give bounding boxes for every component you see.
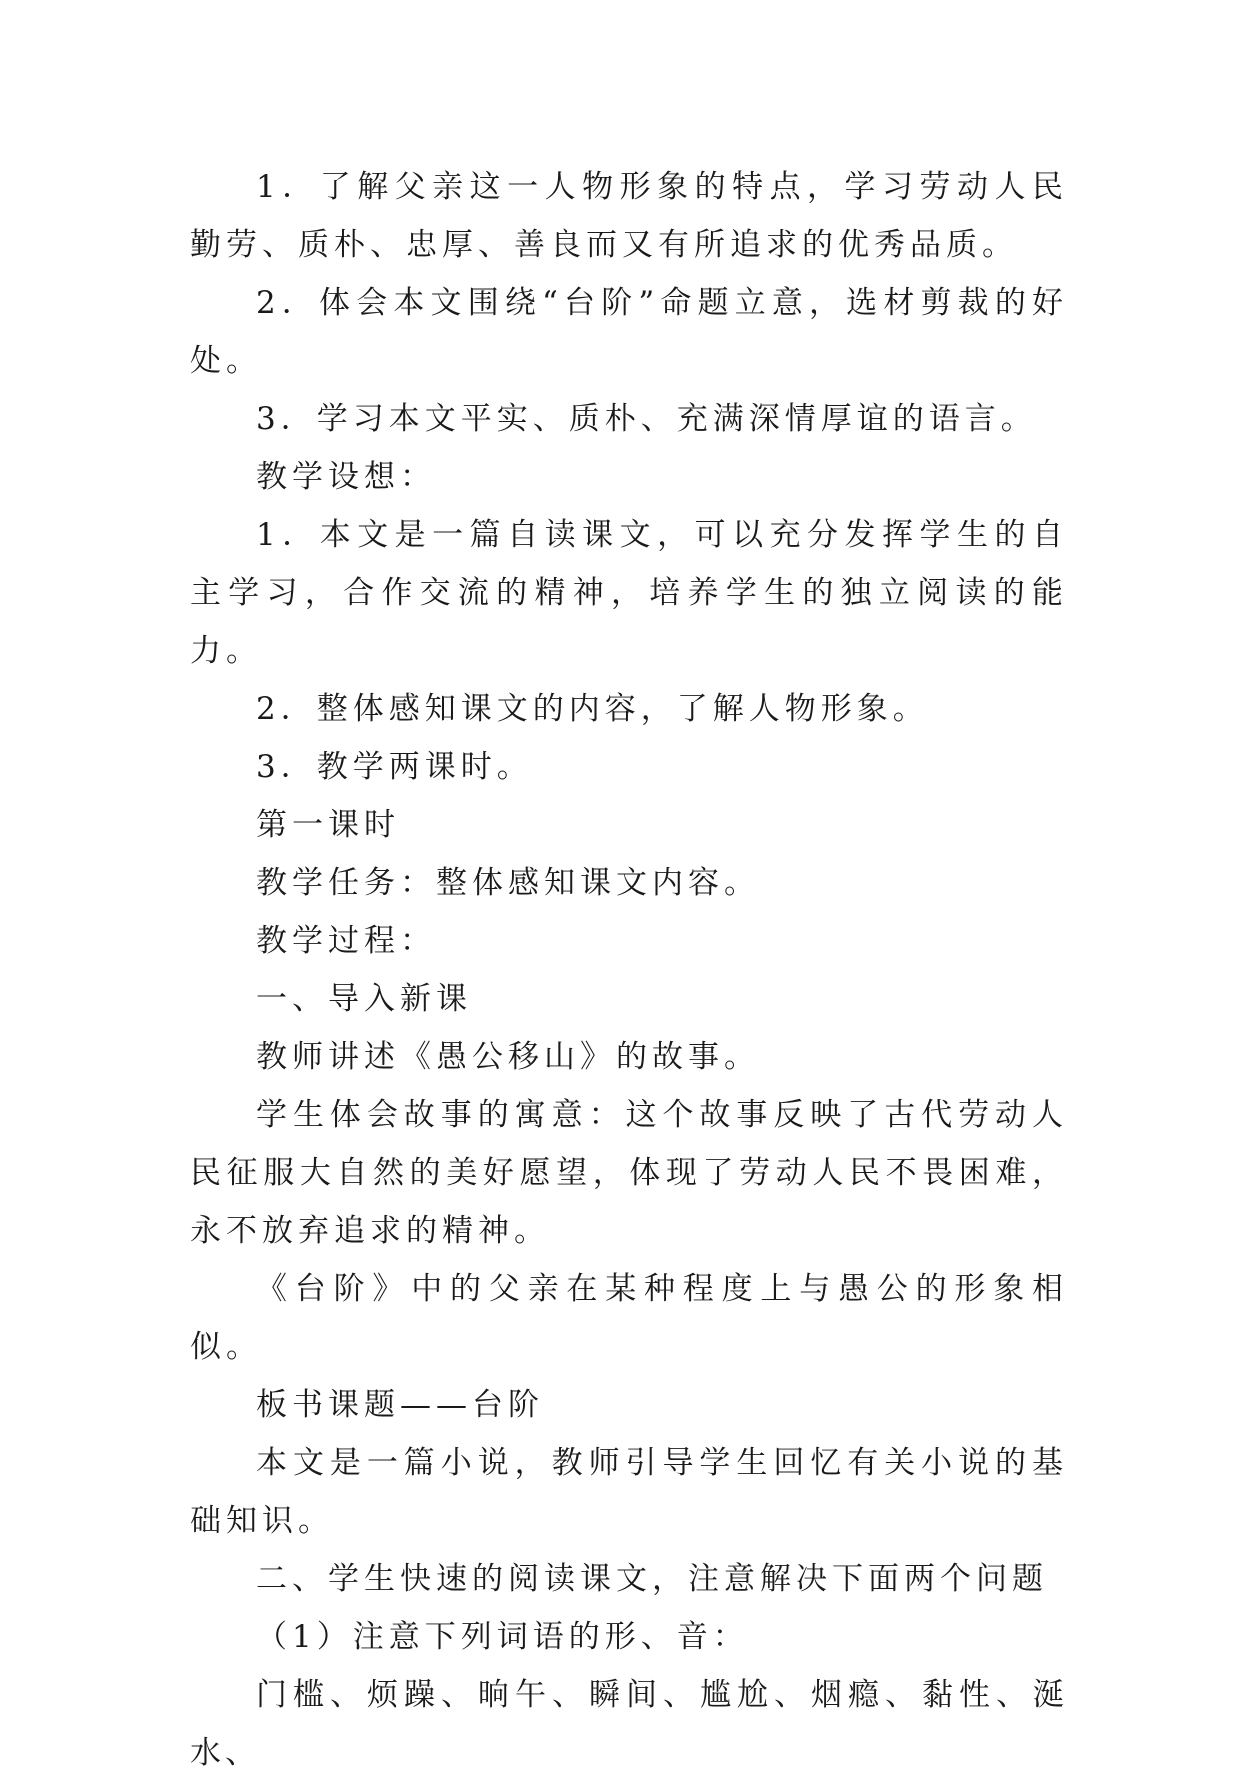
section-heading-teaching-ideas: 教学设想： — [256, 459, 436, 495]
idea-2: 2．整体感知课文的内容，了解人物形象。 — [256, 691, 929, 727]
step-1-board-title: 板书课题——台阶 — [256, 1387, 544, 1423]
step-1-story: 教师讲述《愚公移山》的故事。 — [256, 1039, 760, 1075]
step-2-question-1: （1）注意下列词语的形、音： — [256, 1619, 749, 1655]
objective-2: 2．体会本文围绕“台阶”命题立意，选材剪裁的好处。 — [190, 285, 1068, 379]
vocabulary-list: 门槛、烦躁、晌午、瞬间、尴尬、烟瘾、黏性、涎水、 — [190, 1677, 1068, 1771]
step-1-meaning: 学生体会故事的寓意：这个故事反映了古代劳动人民征服大自然的美好愿望，体现了劳动人民不畏困难，永不放弃追求的精神。 — [190, 1097, 1068, 1249]
teaching-task: 教学任务：整体感知课文内容。 — [256, 865, 760, 901]
step-2-heading: 二、学生快速的阅读课文，注意解决下面两个问题 — [256, 1561, 1048, 1597]
lesson-heading: 第一课时 — [256, 807, 400, 843]
objective-3: 3．学习本文平实、质朴、充满深情厚谊的语言。 — [256, 401, 1037, 437]
step-1-comparison: 《台阶》中的父亲在某种程度上与愚公的形象相似。 — [190, 1271, 1068, 1365]
idea-3: 3．教学两课时。 — [256, 749, 533, 785]
document-body — [190, 158, 1068, 1782]
step-1-novel-note: 本文是一篇小说，教师引导学生回忆有关小说的基础知识。 — [190, 1445, 1068, 1539]
objective-1: 1．了解父亲这一人物形象的特点，学习劳动人民勤劳、质朴、忠厚、善良而又有所追求的优秀品质。 — [190, 169, 1068, 263]
step-1-heading: 一、导入新课 — [256, 981, 472, 1017]
section-heading-process: 教学过程： — [256, 923, 436, 959]
idea-1: 1．本文是一篇自读课文，可以充分发挥学生的自主学习，合作交流的精神，培养学生的独立阅读的能力。 — [190, 517, 1068, 669]
